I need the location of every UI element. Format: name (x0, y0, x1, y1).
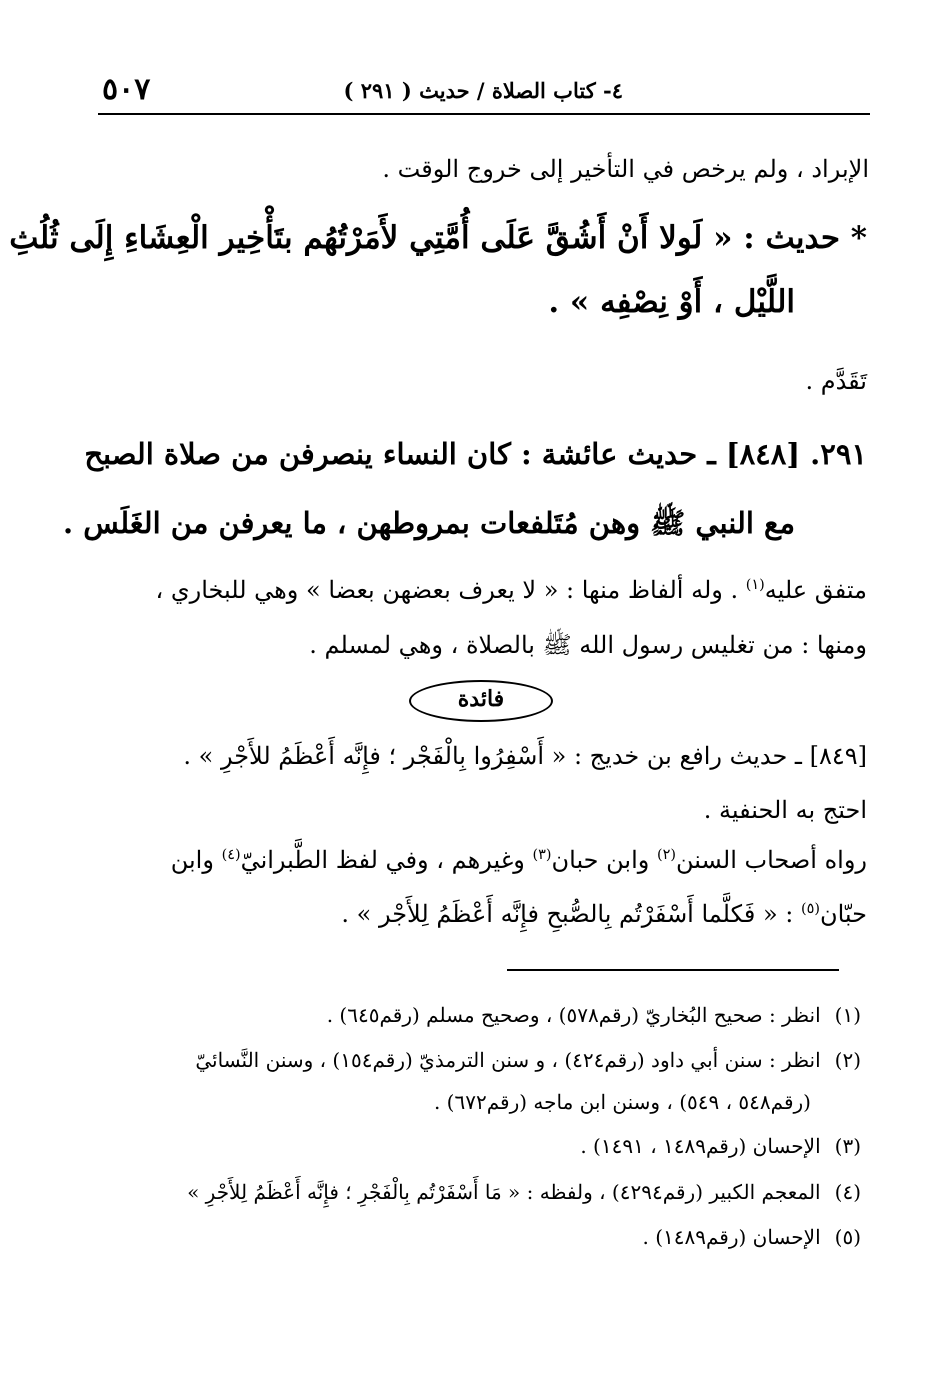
footnote-2-continued: (رقم٥٤٨ ، ٥٤٩) ، وسنن ابن ماجه (رقم٦٧٢) . (433, 1090, 811, 1114)
footnote-text: المعجم الكبير (رقم٤٢٩٤) ، ولفظه : « مَا أَسْفَرْتُم بِالْفَجْرِ ؛ فإِنَّه أَعْظَمُ لِلأَجْرِ » (187, 1180, 821, 1204)
footnote-ref-3: (٣) (532, 847, 552, 863)
footnote-number: (٥) (834, 1225, 861, 1249)
hibban-text-2: : « فَكلَّما أَسْفَرْتُم بِالصُّبحِ فإِنَّه أَعْظَمُ لِلأَجْر » . (341, 900, 801, 928)
footnote-5 (642, 1225, 861, 1249)
footnote-ref-1: (١) (745, 577, 765, 593)
hibban-line (341, 900, 867, 928)
footnote-2 (195, 1048, 861, 1072)
taqaddam-note: تَقَدَّم . (805, 367, 867, 395)
footnote-ref-4: (٤) (221, 847, 241, 863)
agreed-text: متفق عليه (764, 576, 867, 604)
footnote-number: (١) (834, 1003, 861, 1027)
page-header (98, 66, 870, 116)
hibban-text-1: حبّان (819, 900, 867, 928)
faida-label: فائدة (457, 686, 505, 712)
hadith-291-line-1: ٢٩١. [٨٤٨] ـ حديث عائشة : كان النساء ينصرفن من صلاة الصبح (84, 437, 867, 471)
rawahu-text-2: وابن حبان (551, 846, 657, 874)
hadith-291-line-2: مع النبي ﷺ وهن مُتَلفعات بمروطهن ، ما يعرفن من الغَلَس . (63, 506, 795, 540)
footnote-number: (٤) (834, 1180, 861, 1204)
footnote-divider (507, 969, 839, 971)
rawahu-text-1: رواه أصحاب السنن (675, 846, 867, 874)
faida-badge (409, 680, 553, 722)
footnote-text: الإحسان (رقم١٤٨٩) . (642, 1225, 821, 1249)
footnote-ref-5: (٥) (801, 901, 820, 917)
rawahu-line (171, 846, 867, 874)
footnote-3 (580, 1134, 861, 1158)
rawahu-text-3: وغيرهم ، وفي لفظ الطَّبرانيّ (240, 846, 533, 874)
header-divider (98, 113, 870, 115)
footnote-text: انظر : سنن أبي داود (رقم٤٢٤) ، و سنن الترمذيّ (رقم١٥٤) ، وسنن النَّسائيّ (195, 1048, 821, 1072)
text-line-ibrad: الإبراد ، ولم يرخص في التأخير إلى خروج الوقت . (382, 155, 869, 183)
footnote-ref-2: (٢) (656, 847, 676, 863)
running-title: ٤- كتاب الصلاة / حديث ( ٢٩١ ) (343, 78, 623, 103)
footnote-text: انظر : صحيح البُخاريّ (رقم٥٧٨) ، وصحيح مسلم (رقم٦٤٥) . (326, 1003, 821, 1027)
rawahu-text-4: وابن (170, 846, 222, 874)
page-number: ٥٠٧ (102, 72, 151, 107)
hadith-849-line: [٨٤٩] ـ حديث رافع بن خديج : « أَسْفِرُوا بِالْفَجْر ؛ فإِنَّه أَعْظَمُ للأَجْرِ » . (183, 742, 867, 770)
agreed-text-cont: . وله ألفاظ منها : « لا يعرف بعضهن بعضا » وهي للبخاري ، (155, 576, 746, 604)
ihtajja-line: احتج به الحنفية . (703, 796, 867, 824)
footnote-text: الإحسان (رقم١٤٨٩ ، ١٤٩١) . (580, 1134, 821, 1158)
footnote-1 (327, 1003, 861, 1027)
hadith-lawla-line-2: اللَّيْل ، أَوْ نِصْفِه » . (548, 284, 795, 320)
footnote-4 (187, 1180, 861, 1204)
minha-line: ومنها : من تغليس رسول الله ﷺ بالصلاة ، وهي لمسلم . (309, 631, 867, 659)
footnote-number: (٢) (834, 1048, 861, 1072)
footnote-number: (٣) (834, 1134, 861, 1158)
hadith-lawla-line-1: * حديث : « لَولا أَنْ أَشُقَّ عَلَى أُمَّتِي لأَمَرْتُهُم بتَأْخِير الْعِشَاءِ إِلَى ثُلُثِ (9, 220, 867, 256)
agreed-upon-line (155, 576, 867, 604)
